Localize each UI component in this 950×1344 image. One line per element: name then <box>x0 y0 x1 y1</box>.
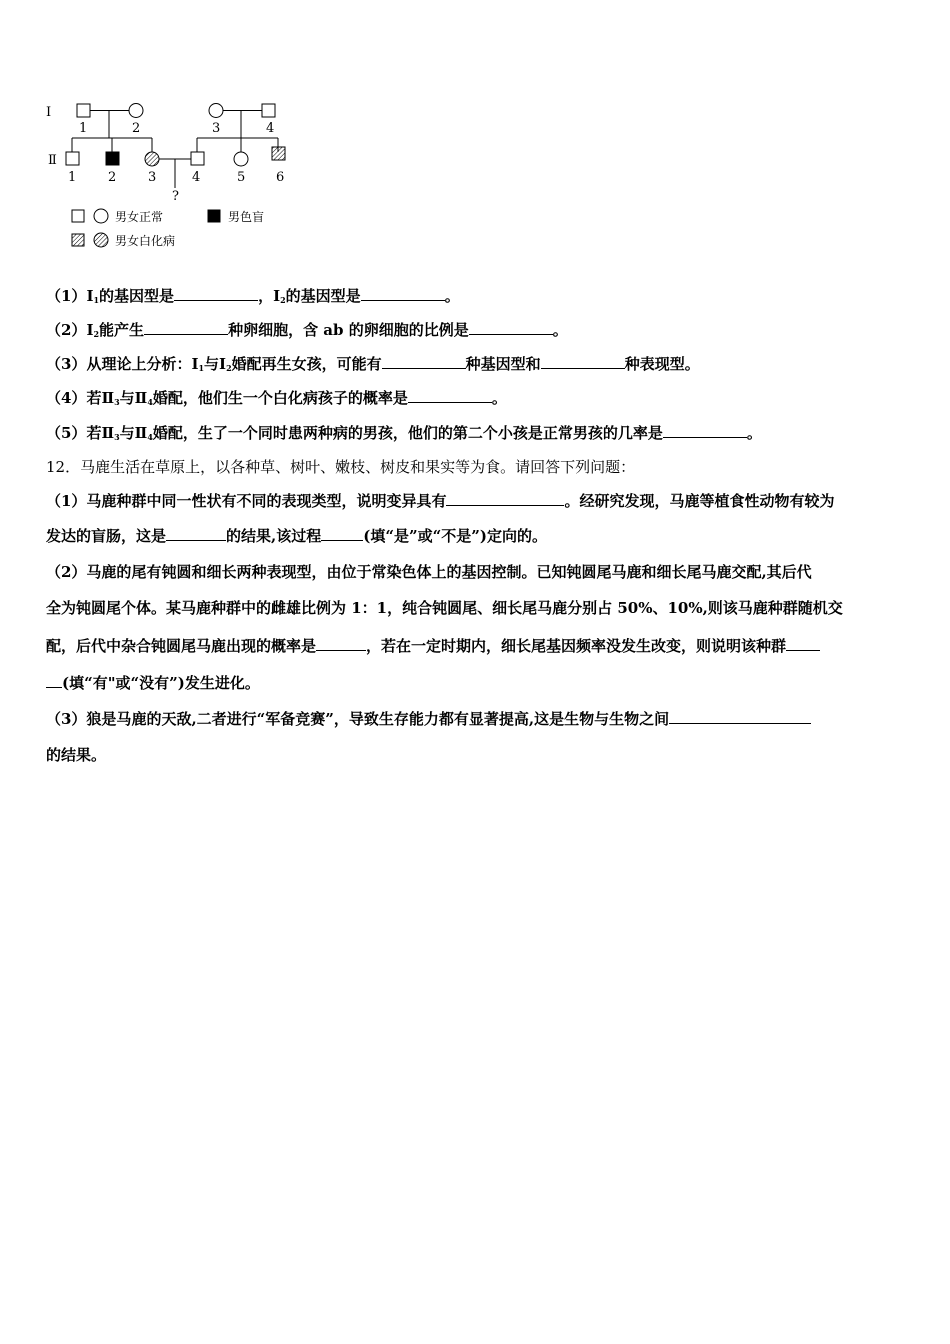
legend-albino-label: 男女白化病 <box>115 234 176 248</box>
answer-blank[interactable] <box>382 354 466 369</box>
gen1-num-1: 1 <box>79 121 88 136</box>
gen1-label: Ⅰ <box>46 105 52 120</box>
legend-albino-male-icon <box>72 234 84 246</box>
legend-colorblind-male-icon <box>208 210 220 222</box>
answer-blank[interactable] <box>166 526 226 541</box>
answer-blank[interactable] <box>786 636 820 651</box>
pedigree-ii4-male-normal <box>191 152 204 165</box>
pedigree-ii2-male-colorblind <box>106 152 119 165</box>
pedigree-ii3-female-albino <box>145 152 159 166</box>
q12-part1-line1: （1）马鹿种群中同一性状有不同的表现类型，说明变异具有 。经研究发现，马鹿等植食性动物有较为 <box>46 492 835 510</box>
gen2-num-3: 3 <box>148 170 157 185</box>
pedigree-i1-male-normal <box>77 104 90 117</box>
gen2-num-4: 4 <box>192 170 201 185</box>
q12-part2-line3: 配，后代中杂合钝圆尾马鹿出现的概率是 ，若在一定时期内，细长尾基因频率没发生改变，则说明该种群 <box>46 635 820 657</box>
gen1-num-2: 2 <box>132 121 141 136</box>
answer-blank[interactable] <box>663 423 747 438</box>
legend-normal-label: 男女正常 <box>115 210 164 224</box>
q11-part5: （5）若$Ⅱ_3$与$Ⅱ_4$婚配，生了一个同时患两种病的男孩，他们的第二个小孩是正常男孩的几率是 。 <box>46 424 762 442</box>
gen2-num-2: 2 <box>108 170 117 185</box>
gen2-num-1: 1 <box>68 170 77 185</box>
answer-blank[interactable] <box>669 709 811 724</box>
q12-part3-line1: （3）狼是马鹿的天敌,二者进行“军备竞赛”，导致生存能力都有显著提高,这是生物与生物之间 <box>46 708 811 730</box>
pedigree-diagram <box>40 92 310 257</box>
answer-blank[interactable] <box>361 286 445 301</box>
gen2-label: Ⅱ <box>48 153 57 168</box>
answer-blank[interactable] <box>469 320 553 335</box>
legend-colorblind-label: 男色盲 <box>228 210 265 224</box>
gen1-num-4: 4 <box>266 121 275 136</box>
q12-part2-line1: （2）马鹿的尾有钝圆和细长两种表现型，由位于常染色体上的基因控制。已知钝圆尾马鹿和细长尾马鹿交配,其后代 <box>46 563 812 581</box>
q12-intro: 12．马鹿生活在草原上，以各种草、树叶、嫩枝、树皮和果实等为食。请回答下列问题： <box>46 458 636 476</box>
gen2-num-5: 5 <box>237 170 246 185</box>
unknown-child-label: ? <box>172 189 179 204</box>
pedigree-ii5-female-normal <box>234 152 248 166</box>
legend-normal-female-icon <box>94 209 108 223</box>
pedigree-i3-female-normal <box>209 104 223 118</box>
gen1-num-3: 3 <box>212 121 221 136</box>
q12-part2-line2: 全为钝圆尾个体。某马鹿种群中的雌雄比例为 1：1，纯合钝圆尾、细长尾马鹿分别占 50%、10%,则该马鹿种群随机交 <box>46 599 843 617</box>
pedigree-i2-female-normal <box>129 104 143 118</box>
answer-blank[interactable] <box>408 388 492 403</box>
legend-normal-male-icon <box>72 210 84 222</box>
legend-albino-female-icon <box>94 233 108 247</box>
pedigree-ii6-male-albino <box>272 147 285 160</box>
q11-part1: $(1)Ⅰ_1$的基因型是 ，$Ⅰ_2$的基因型是 。 <box>46 287 460 305</box>
q12-part1-line2: 发达的盲肠，这是 的结果,该过程 (填“是”或“不是”)定向的。 <box>46 527 547 545</box>
q11-part4: （4）若$Ⅱ_3$与$Ⅱ_4$婚配，他们生一个白化病孩子的概率是 。 <box>46 389 507 407</box>
gen2-num-6: 6 <box>276 170 285 185</box>
q12-part3-line2: 的结果。 <box>46 746 107 764</box>
q12-part2-line4: (填“有"或“没有”)发生进化。 <box>46 672 260 694</box>
answer-blank[interactable] <box>316 636 366 651</box>
answer-blank[interactable] <box>541 354 625 369</box>
answer-blank[interactable] <box>174 286 258 301</box>
answer-blank[interactable] <box>144 320 228 335</box>
answer-blank[interactable] <box>46 673 62 688</box>
pedigree-i4-male-normal <box>262 104 275 117</box>
q11-part3: （3）从理论上分析：$Ⅰ_1$与$Ⅰ_2$婚配再生女孩，可能有 种基因型和 种表现型。 <box>46 355 700 373</box>
q11-part2: $(2)Ⅰ_2$能产生 种卵细胞，含 ab 的卵细胞的比例是 。 <box>46 321 568 339</box>
answer-blank[interactable] <box>446 491 564 506</box>
pedigree-ii1-male-normal <box>66 152 79 165</box>
answer-blank[interactable] <box>321 526 363 541</box>
